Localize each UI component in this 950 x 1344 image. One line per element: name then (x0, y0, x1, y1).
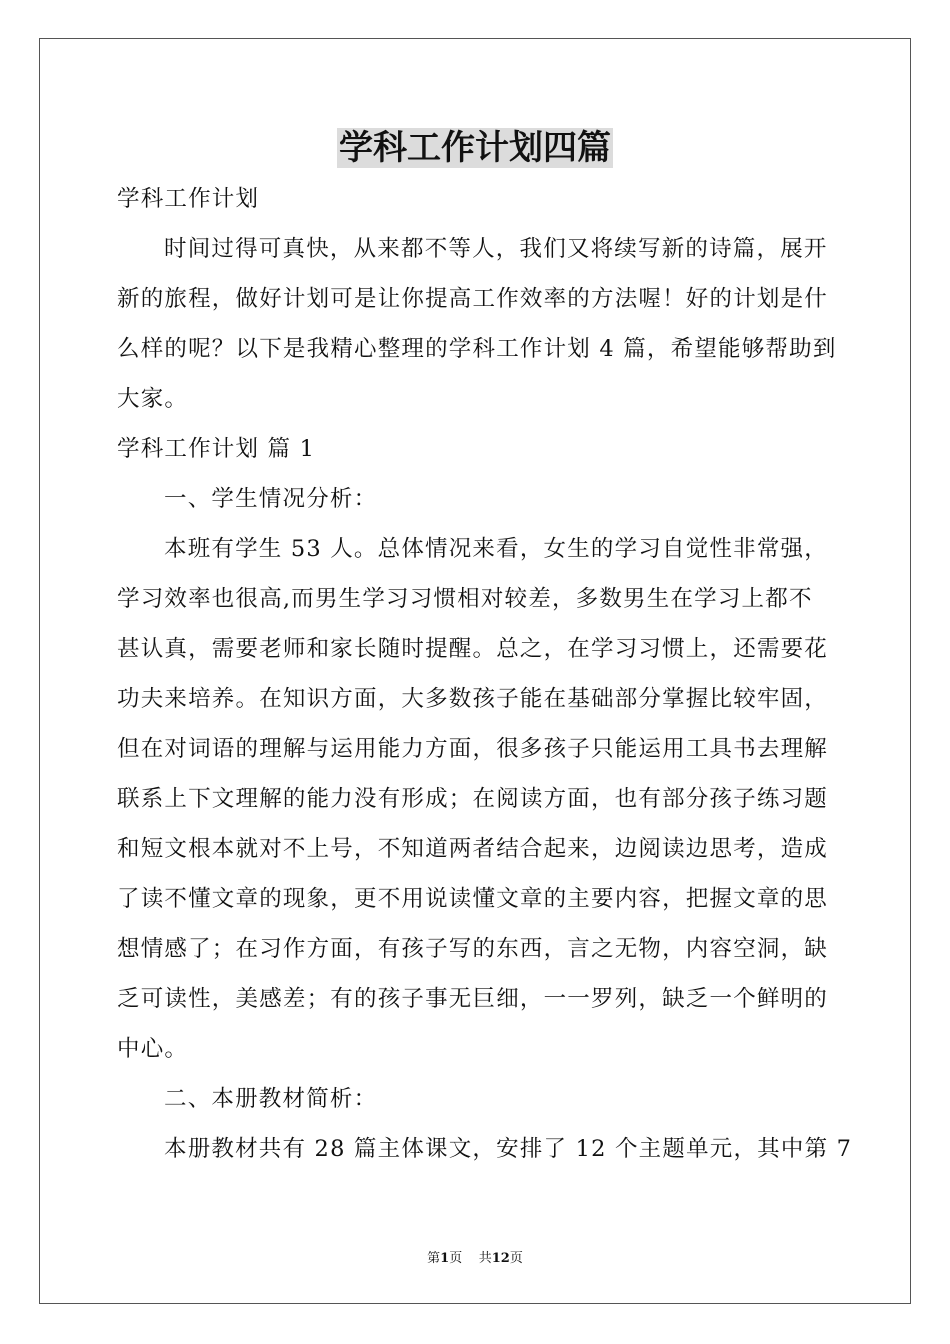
footer-total-pages: 12 (491, 1251, 510, 1266)
page-footer (0, 1247, 950, 1266)
subsection-heading: 一、学生情况分析： (164, 486, 378, 512)
paragraph-line: 么样的呢？以下是我精心整理的学科工作计划 4 篇，希望能够帮助到 (117, 336, 837, 362)
section-heading: 学科工作计划 (117, 186, 260, 212)
footer-page-suffix: 页 (509, 1251, 523, 1266)
document-title (0, 124, 950, 172)
paragraph-line: 和短文根本就对不上号，不知道两者结合起来，边阅读边思考，造成 (117, 836, 829, 862)
paragraph-line: 甚认真，需要老师和家长随时提醒。总之，在学习习惯上，还需要花 (117, 636, 829, 662)
paragraph-line: 时间过得可真快，从来都不等人，我们又将续写新的诗篇，展开 (164, 236, 828, 262)
paragraph-line: 乏可读性，美感差；有的孩子事无巨细，一一罗列，缺乏一个鲜明的 (117, 986, 829, 1012)
footer-page-prefix: 第 (427, 1251, 441, 1266)
paragraph-line: 本册教材共有 28 篇主体课文，安排了 12 个主题单元，其中第 7 (164, 1136, 853, 1162)
paragraph-line: 功夫来培养。在知识方面，大多数孩子能在基础部分掌握比较牢固， (117, 686, 829, 712)
paragraph-line: 大家。 (117, 386, 189, 412)
paragraph-line: 了读不懂文章的现象，更不用说读懂文章的主要内容，把握文章的思 (117, 886, 829, 912)
page-border (39, 38, 911, 1304)
paragraph-line: 新的旅程，做好计划可是让你提高工作效率的方法喔！好的计划是什 (117, 286, 829, 312)
paragraph-line: 学习效率也很高,而男生学习习惯相对较差，多数男生在学习上都不 (117, 586, 813, 612)
subsection-heading: 二、本册教材简析： (164, 1086, 378, 1112)
section-heading: 学科工作计划 篇 1 (117, 436, 316, 462)
paragraph-line: 但在对词语的理解与运用能力方面，很多孩子只能运用工具书去理解 (117, 736, 829, 762)
document-title-text: 学科工作计划四篇 (339, 128, 611, 168)
paragraph-line: 想情感了；在习作方面，有孩子写的东西，言之无物，内容空洞，缺 (117, 936, 829, 962)
paragraph-line: 联系上下文理解的能力没有形成；在阅读方面，也有部分孩子练习题 (117, 786, 829, 812)
paragraph-line: 中心。 (117, 1036, 189, 1062)
footer-page-number: 1 (440, 1251, 450, 1266)
paragraph-line: 本班有学生 53 人。总体情况来看，女生的学习自觉性非常强， (164, 536, 828, 562)
footer-page-mid: 页 共 (449, 1251, 492, 1266)
